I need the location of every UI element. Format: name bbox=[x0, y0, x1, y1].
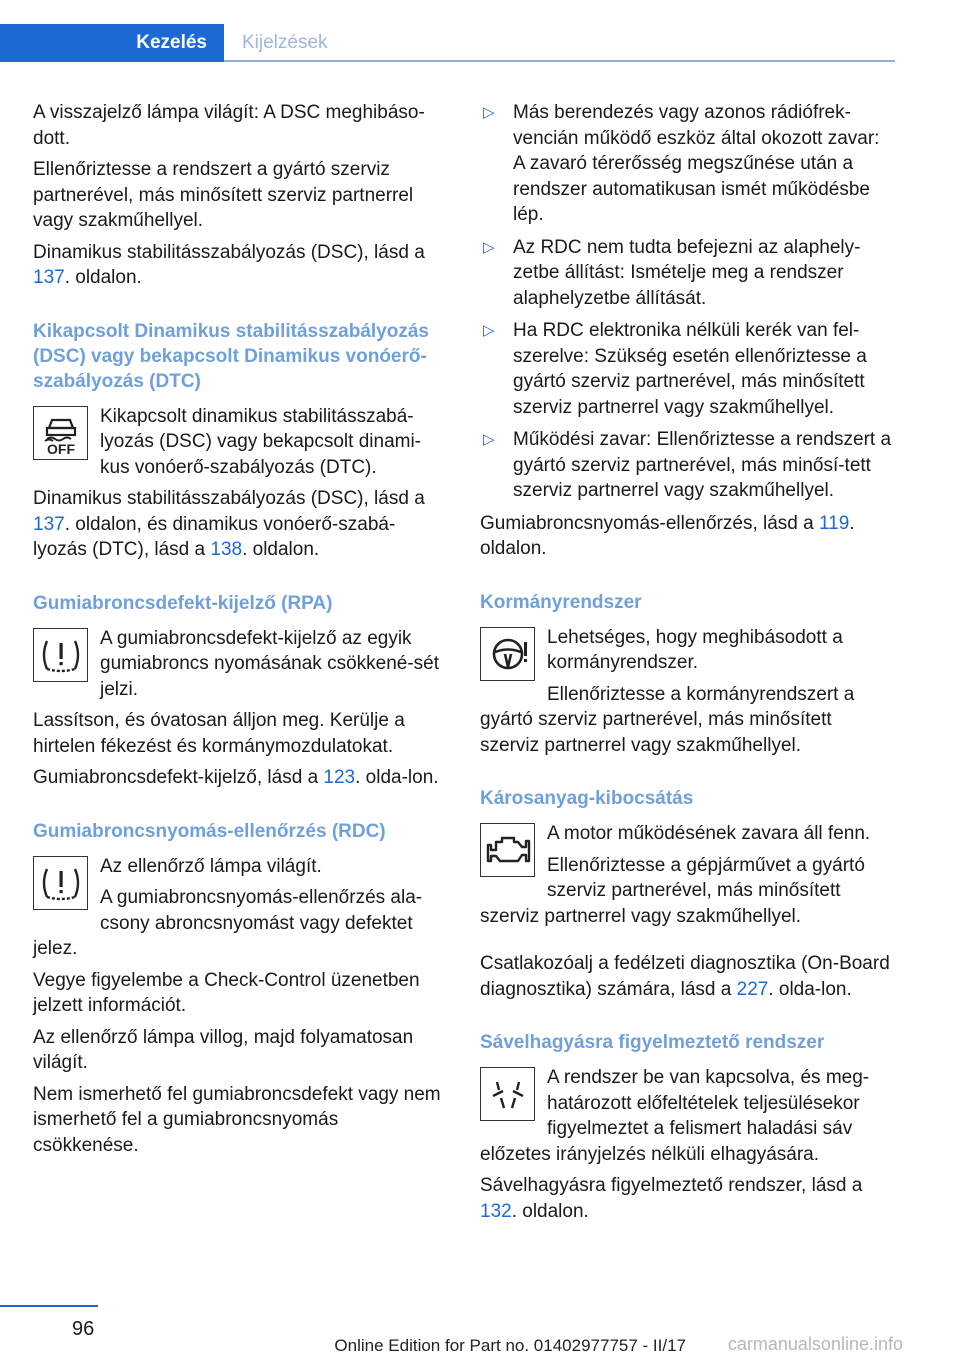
paragraph: Lehetséges, hogy meghibásodott a kormányrendszer. bbox=[547, 626, 843, 673]
tab-rule bbox=[224, 60, 895, 62]
heading-dsc-off: Kikapcsolt Dinamikus stabilitásszabályozás (DSC) vagy bekapcsolt Dinamikus vonóerő-szabályozás (DTC) bbox=[33, 320, 429, 392]
paragraph: A visszajelző lámpa világít: A DSC meghibáso-dott. bbox=[33, 102, 425, 149]
paragraph bbox=[33, 486, 443, 563]
text: Működési zavar: Ellenőriztesse a rendszert a gyártó szerviz partnerével, más minősí-tett szerviz partnerrel vagy szakműhellyel. bbox=[513, 429, 892, 501]
paragraph bbox=[480, 1173, 895, 1224]
text: Más berendezés vagy azonos rádiófrek-vencián működő eszköz által okozott zavar: A zavaró térerősség megszűnése után a rendszer automatikusan ismét működésbe lép. bbox=[513, 102, 880, 225]
text: . olda-lon. bbox=[355, 767, 439, 788]
paragraph bbox=[33, 240, 443, 291]
list-item bbox=[480, 318, 895, 420]
paragraph: Lassítson, és óvatosan álljon meg. Kerülje a hirtelen fékezést és kormánymozdulatokat. bbox=[33, 710, 405, 757]
check-engine-icon bbox=[480, 823, 535, 877]
list-item bbox=[480, 100, 895, 228]
heading-emissions: Károsanyag-kibocsátás bbox=[480, 788, 694, 809]
paragraph bbox=[480, 511, 895, 562]
page-link-227[interactable]: 227 bbox=[736, 978, 769, 1000]
text: . oldalon. bbox=[242, 539, 320, 560]
list-item bbox=[480, 235, 895, 312]
page-link-137[interactable]: 137 bbox=[33, 513, 65, 535]
page-link-138[interactable]: 138 bbox=[210, 539, 243, 560]
page-number: 96 bbox=[72, 1318, 95, 1340]
bullet-triangle-icon: ▷ bbox=[483, 322, 495, 339]
paragraph: Ellenőriztesse a kormányrendszert a gyártó szerviz partnerével, más minősített szerviz partnerrel vagy szakműhellyel. bbox=[480, 683, 855, 756]
paragraph bbox=[480, 951, 895, 1002]
text: . olda-lon. bbox=[768, 978, 852, 1000]
tab-kijelzesek[interactable]: Kijelzések bbox=[242, 32, 328, 53]
bullet-list bbox=[480, 100, 895, 504]
rdc-block bbox=[33, 854, 443, 962]
list-item bbox=[480, 427, 895, 504]
heading-rpa: Gumiabroncsdefekt-kijelző (RPA) bbox=[33, 592, 333, 614]
bullet-triangle-icon: ▷ bbox=[483, 431, 495, 448]
lane-departure-icon bbox=[480, 1067, 535, 1121]
emissions-block bbox=[480, 821, 895, 929]
page-link-123[interactable]: 123 bbox=[323, 767, 356, 788]
paragraph: Ellenőriztesse a gépjárművet a gyártó szerviz partnerével, más minősített szerviz partnerrel vagy szakműhellyel. bbox=[480, 854, 865, 927]
paragraph: A gumiabroncsnyomás-ellenőrzés ala-csony abroncsnyomást vagy defektet jelez. bbox=[33, 887, 423, 959]
paragraph: Az ellenőrző lámpa villog, majd folyamatosan világít. bbox=[33, 1026, 414, 1073]
text: Ha RDC elektronika nélküli kerék van fel-szerelve: Szükség esetén ellenőriztesse a gyártó szerviz partnerével, más minősített szerviz partnerrel vagy szakműhellyel. bbox=[513, 320, 867, 418]
paragraph: A rendszer be van kapcsolva, és meg-határozott előfeltételek teljesülésekor figyelmeztet a felismert haladási sáv előzetes irányjelzés nélküli elhagyására. bbox=[480, 1067, 870, 1165]
rpa-block bbox=[33, 626, 443, 703]
tire-warning-icon bbox=[33, 628, 88, 682]
paragraph: A gumiabroncsdefekt-kijelző az egyik gumiabroncs nyomásának csökkené-sét jelzi. bbox=[100, 627, 440, 700]
paragraph: Az ellenőrző lámpa világít. bbox=[100, 855, 322, 877]
paragraph: Kikapcsolt dinamikus stabilitásszabá-lyozás (DSC) vagy bekapcsolt dinami-kus vonóerő-szabályozás (DTC). bbox=[100, 405, 422, 478]
heading-steering: Kormányrendszer bbox=[480, 591, 642, 613]
paragraph: Ellenőriztesse a rendszert a gyártó szerviz partnerével, más minősített szerviz partnerrel vagy szakműhellyel. bbox=[33, 159, 414, 231]
tire-pressure-icon bbox=[33, 856, 88, 910]
lane-block bbox=[480, 1065, 895, 1167]
footer-rule bbox=[0, 1305, 98, 1307]
watermark: carmanualsonline.info bbox=[727, 1334, 903, 1354]
text: Az RDC nem tudta befejezni az alaphely-zetbe állítást: Ismételje meg a rendszer alaphelyzetbe állítását. bbox=[513, 236, 861, 309]
paragraph bbox=[33, 765, 443, 791]
left-column bbox=[33, 100, 443, 1164]
text: Csatlakozóalj a fedélzeti diagnosztika (On-Board diagnosztika) számára, lásd a bbox=[480, 953, 890, 1000]
right-column bbox=[480, 100, 895, 1230]
paragraph: A motor működésének zavara áll fenn. bbox=[547, 823, 871, 844]
text: . oldalon. bbox=[480, 512, 855, 559]
text: Gumiabroncsdefekt-kijelző, lásd a bbox=[33, 767, 324, 788]
text: Dinamikus stabilitásszabályozás (DSC), lásd a bbox=[33, 488, 425, 509]
text: Dinamikus stabilitásszabályozás (DSC), lásd a bbox=[33, 241, 425, 263]
page-link-137[interactable]: 137 bbox=[33, 267, 65, 288]
dsc-off-icon bbox=[33, 406, 88, 460]
heading-lane-departure: Sávelhagyásra figyelmeztető rendszer bbox=[480, 1032, 825, 1053]
steering-block bbox=[480, 625, 895, 759]
tab-kezeles[interactable]: Kezelés bbox=[0, 24, 224, 62]
paragraph: Nem ismerhető fel gumiabroncsdefekt vagy nem ismerhető fel a gumiabroncsnyomás csökkenése. bbox=[33, 1083, 441, 1156]
page-link-132[interactable]: 132 bbox=[480, 1200, 512, 1222]
chapter-tabs bbox=[0, 24, 345, 62]
paragraph: Vegye figyelembe a Check-Control üzenetben jelzett információt. bbox=[33, 969, 420, 1016]
dsc-off-icon-label: OFF bbox=[46, 440, 75, 456]
steering-warning-icon bbox=[480, 627, 535, 681]
heading-rdc: Gumiabroncsnyomás-ellenőrzés (RDC) bbox=[33, 820, 386, 842]
text: . oldalon. bbox=[64, 267, 142, 288]
text: . oldalon. bbox=[511, 1200, 589, 1222]
text: . oldalon, és dinamikus vonóerő-szabá-lyozás (DTC), lásd a bbox=[33, 513, 396, 560]
bullet-triangle-icon: ▷ bbox=[483, 104, 495, 121]
bullet-triangle-icon: ▷ bbox=[483, 238, 495, 256]
dsc-off-block bbox=[33, 404, 443, 481]
edition-label: Online Edition for Part no. 01402977757 - II/17 bbox=[334, 1336, 686, 1355]
page-link-119[interactable]: 119 bbox=[819, 512, 850, 534]
text: Sávelhagyásra figyelmeztető rendszer, lásd a bbox=[480, 1175, 863, 1196]
text: Gumiabroncsnyomás-ellenőrzés, lásd a bbox=[480, 512, 819, 534]
